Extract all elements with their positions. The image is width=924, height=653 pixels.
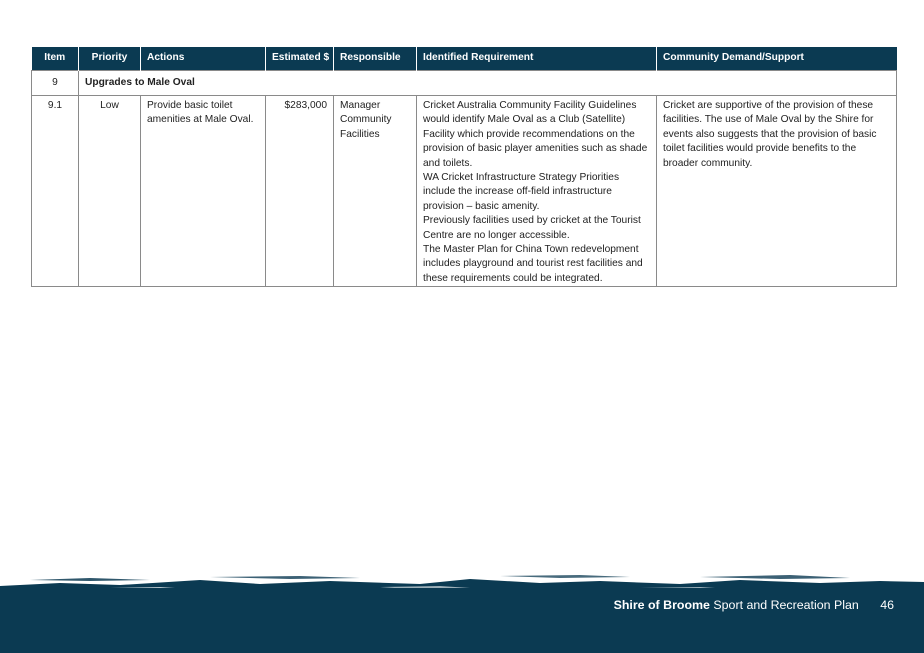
table-row (32, 96, 897, 287)
row-estimated-cost: $283,000 (266, 96, 334, 287)
row-identified-requirement (417, 96, 657, 287)
column-header-actions: Actions (141, 47, 266, 71)
page-number: 46 (880, 598, 894, 612)
row-actions: Provide basic toilet amenities at Male Oval. (141, 96, 266, 287)
footer-document-title: Sport and Recreation Plan (713, 598, 859, 612)
column-header-demand: Community Demand/Support (657, 47, 897, 71)
column-header-priority: Priority (79, 47, 141, 71)
row-responsible: Manager Community Facilities (334, 96, 417, 287)
section-row (32, 71, 897, 96)
column-header-item: Item (32, 47, 79, 71)
footer-text (614, 598, 894, 612)
requirement-paragraph: Cricket Australia Community Facility Guidelines would identify Male Oval as a Club (Satellite) Facility which provide recommendations on the provision of basic player amenities such as shade and toilets. (423, 100, 648, 169)
row-priority: Low (79, 96, 141, 287)
requirement-paragraph: The Master Plan for China Town redevelopment includes playground and tourist rest facilities and these requirements could be integrated. (423, 244, 643, 284)
row-item-number: 9.1 (32, 96, 79, 287)
requirement-paragraph: Previously facilities used by cricket at the Tourist Centre are no longer accessible. (423, 215, 641, 241)
column-header-requirement: Identified Requirement (417, 47, 657, 71)
section-item-number: 9 (32, 71, 79, 96)
requirement-paragraph: WA Cricket Infrastructure Strategy Priorities include the increase off-field infrastructure provision – basic amenity. (423, 172, 620, 212)
column-header-responsible: Responsible (334, 47, 417, 71)
table-header-row (32, 47, 897, 71)
footer-organisation: Shire of Broome (613, 598, 710, 612)
section-title: Upgrades to Male Oval (79, 71, 897, 96)
row-community-demand: Cricket are supportive of the provision of these facilities. The use of Male Oval by the Shire for events also suggests that the provision of basic toilet facilities would provide benefits to the broader community. (657, 96, 897, 287)
column-header-cost: Estimated $ (266, 47, 334, 71)
action-plan-table (31, 47, 897, 287)
